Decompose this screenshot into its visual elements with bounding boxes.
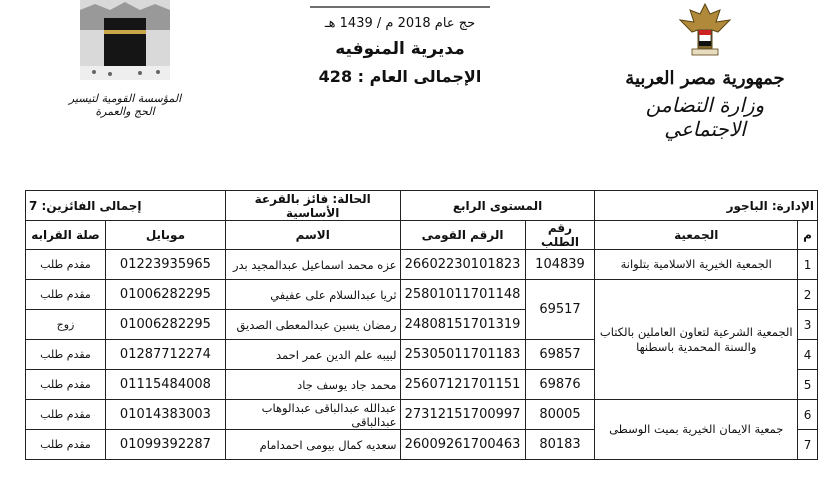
person-name: رمضان يسين عبدالمعطى الصديق — [225, 310, 400, 340]
national-id: 25305011701183 — [400, 340, 525, 370]
national-id: 24808151701319 — [400, 310, 525, 340]
mobile-number: 01006282295 — [105, 310, 225, 340]
level-info: المستوى الرابع — [400, 191, 595, 221]
mobile-number: 01115484008 — [105, 370, 225, 400]
grand-total-label: الإجمالى العام : — [357, 67, 482, 86]
person-name: عزه محمد اسماعيل عبدالمجيد بدر — [225, 250, 400, 280]
col-header-request-no: رقم الطلب — [525, 221, 595, 250]
relation: مقدم طلب — [26, 400, 106, 430]
cut-off-title — [310, 0, 490, 8]
kaaba-logo-icon — [80, 0, 170, 80]
col-header-name: الاسم — [225, 221, 400, 250]
relation: مقدم طلب — [26, 340, 106, 370]
col-header-relation: صلة القرابه — [26, 221, 106, 250]
col-header-mobile: موبايل — [105, 221, 225, 250]
egypt-eagle-emblem-icon — [670, 0, 740, 60]
association-cell: جمعية الايمان الخيرية بميت الوسطى — [595, 400, 798, 460]
national-id: 25801011701148 — [400, 280, 525, 310]
winners-info: إجمالى الفائزين: 7 — [26, 191, 226, 221]
row-number: 4 — [798, 340, 818, 370]
request-number: 104839 — [525, 250, 595, 280]
republic-name: جمهورية مصر العربية — [625, 68, 785, 89]
request-number: 69517 — [525, 280, 595, 340]
hajj-year: حج عام 2018 م / 1439 هـ — [324, 16, 476, 31]
mobile-number: 01014383003 — [105, 400, 225, 430]
relation: مقدم طلب — [26, 250, 106, 280]
relation: مقدم طلب — [26, 370, 106, 400]
document-header — [0, 0, 825, 150]
relation: زوج — [26, 310, 106, 340]
person-name: محمد جاد يوسف جاد — [225, 370, 400, 400]
mobile-number: 01006282295 — [105, 280, 225, 310]
person-name: سعديه كمال بيومى احمدامام — [225, 430, 400, 460]
request-number: 80183 — [525, 430, 595, 460]
request-number: 80005 — [525, 400, 595, 430]
person-name: عبدالله عبدالباقى عبدالوهاب عبدالباقى — [225, 400, 400, 430]
table-header-row — [26, 221, 818, 250]
col-header-association: الجمعية — [595, 221, 798, 250]
col-header-national-id: الرقم القومى — [400, 221, 525, 250]
header-right — [615, 0, 795, 141]
association-cell: الجمعية الخيرية الاسلامية بتلوانة — [595, 250, 798, 280]
grand-total — [250, 67, 550, 86]
winners-table — [25, 190, 818, 460]
request-number: 69857 — [525, 340, 595, 370]
col-header-m: م — [798, 221, 818, 250]
table-info-row — [26, 191, 818, 221]
header-center — [250, 0, 550, 86]
admin-info: الإدارة: الباجور — [595, 191, 818, 221]
national-id: 26602230101823 — [400, 250, 525, 280]
relation: مقدم طلب — [26, 430, 106, 460]
person-name: لبيبه علم الدين عمر احمد — [225, 340, 400, 370]
hajj-foundation-name: المؤسسة القومية لتيسير الحج والعمرة — [68, 92, 182, 118]
directorate-name: مديرية المنوفيه — [335, 39, 465, 59]
table-row — [26, 280, 818, 310]
table-row — [26, 400, 818, 430]
national-id: 26009261700463 — [400, 430, 525, 460]
relation: مقدم طلب — [26, 280, 106, 310]
row-number: 1 — [798, 250, 818, 280]
association-cell: الجمعية الشرعية لتعاون العاملين بالكتاب والسنة المحمدية باسطنها — [595, 280, 798, 400]
national-id: 25607121701151 — [400, 370, 525, 400]
header-left — [60, 0, 190, 118]
row-number: 6 — [798, 400, 818, 430]
person-name: ثريا عبدالسلام على عفيفي — [225, 280, 400, 310]
table-row — [26, 250, 818, 280]
national-id: 27312151700997 — [400, 400, 525, 430]
mobile-number: 01287712274 — [105, 340, 225, 370]
mobile-number: 01223935965 — [105, 250, 225, 280]
request-number: 69876 — [525, 370, 595, 400]
row-number: 2 — [798, 280, 818, 310]
ministry-name: وزارة التضامن الاجتماعي — [645, 93, 765, 141]
mobile-number: 01099392287 — [105, 430, 225, 460]
status-info: الحالة: فائز بالقرعة الأساسية — [225, 191, 400, 221]
row-number: 5 — [798, 370, 818, 400]
row-number: 7 — [798, 430, 818, 460]
grand-total-value: 428 — [318, 67, 353, 86]
row-number: 3 — [798, 310, 818, 340]
